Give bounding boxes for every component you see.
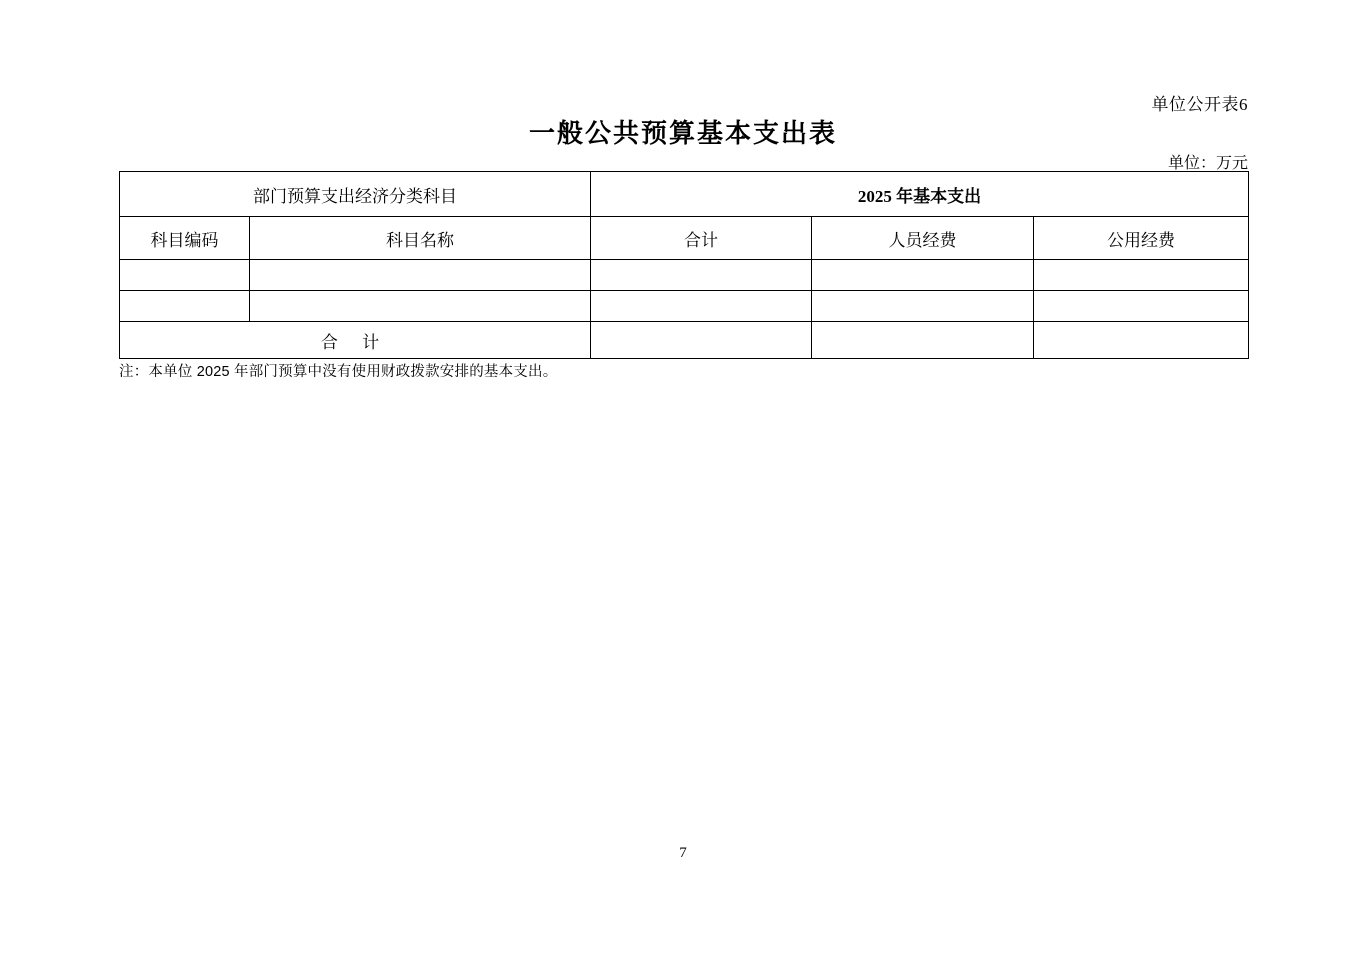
cell-public bbox=[1034, 260, 1249, 291]
column-header-personnel: 人员经费 bbox=[812, 217, 1034, 260]
total-row-label: 合 计 bbox=[120, 322, 591, 359]
table-row bbox=[120, 291, 1249, 322]
group-header-economic-classification: 部门预算支出经济分类科目 bbox=[120, 172, 591, 217]
cell-personnel bbox=[812, 291, 1034, 322]
column-header-name: 科目名称 bbox=[250, 217, 591, 260]
page-title: 一般公共预算基本支出表 bbox=[528, 119, 837, 148]
column-header-total: 合计 bbox=[591, 217, 812, 260]
column-header-public: 公用经费 bbox=[1034, 217, 1249, 260]
table-note: 注：本单位 2025 年部门预算中没有使用财政拨款安排的基本支出。 bbox=[119, 364, 558, 380]
cell-name bbox=[250, 260, 591, 291]
table-row bbox=[120, 260, 1249, 291]
cell-personnel bbox=[812, 260, 1034, 291]
cell-code bbox=[120, 260, 250, 291]
table-column-header-row bbox=[120, 217, 1249, 260]
cell-total bbox=[591, 291, 812, 322]
cell-code bbox=[120, 291, 250, 322]
group-header-basic-expenditure-2025: 2025 年基本支出 bbox=[591, 172, 1249, 217]
table-total-row bbox=[120, 322, 1249, 359]
column-header-code: 科目编码 bbox=[120, 217, 250, 260]
cell-name bbox=[250, 291, 591, 322]
unit-label: 单位：万元 bbox=[1167, 155, 1248, 172]
table-group-header-row bbox=[120, 172, 1249, 217]
total-cell-public bbox=[1034, 322, 1249, 359]
page-number: 7 bbox=[679, 845, 687, 861]
total-cell-personnel bbox=[812, 322, 1034, 359]
budget-expenditure-table bbox=[119, 171, 1249, 359]
form-number: 单位公开表6 bbox=[1151, 95, 1248, 114]
total-cell-total bbox=[591, 322, 812, 359]
cell-total bbox=[591, 260, 812, 291]
cell-public bbox=[1034, 291, 1249, 322]
